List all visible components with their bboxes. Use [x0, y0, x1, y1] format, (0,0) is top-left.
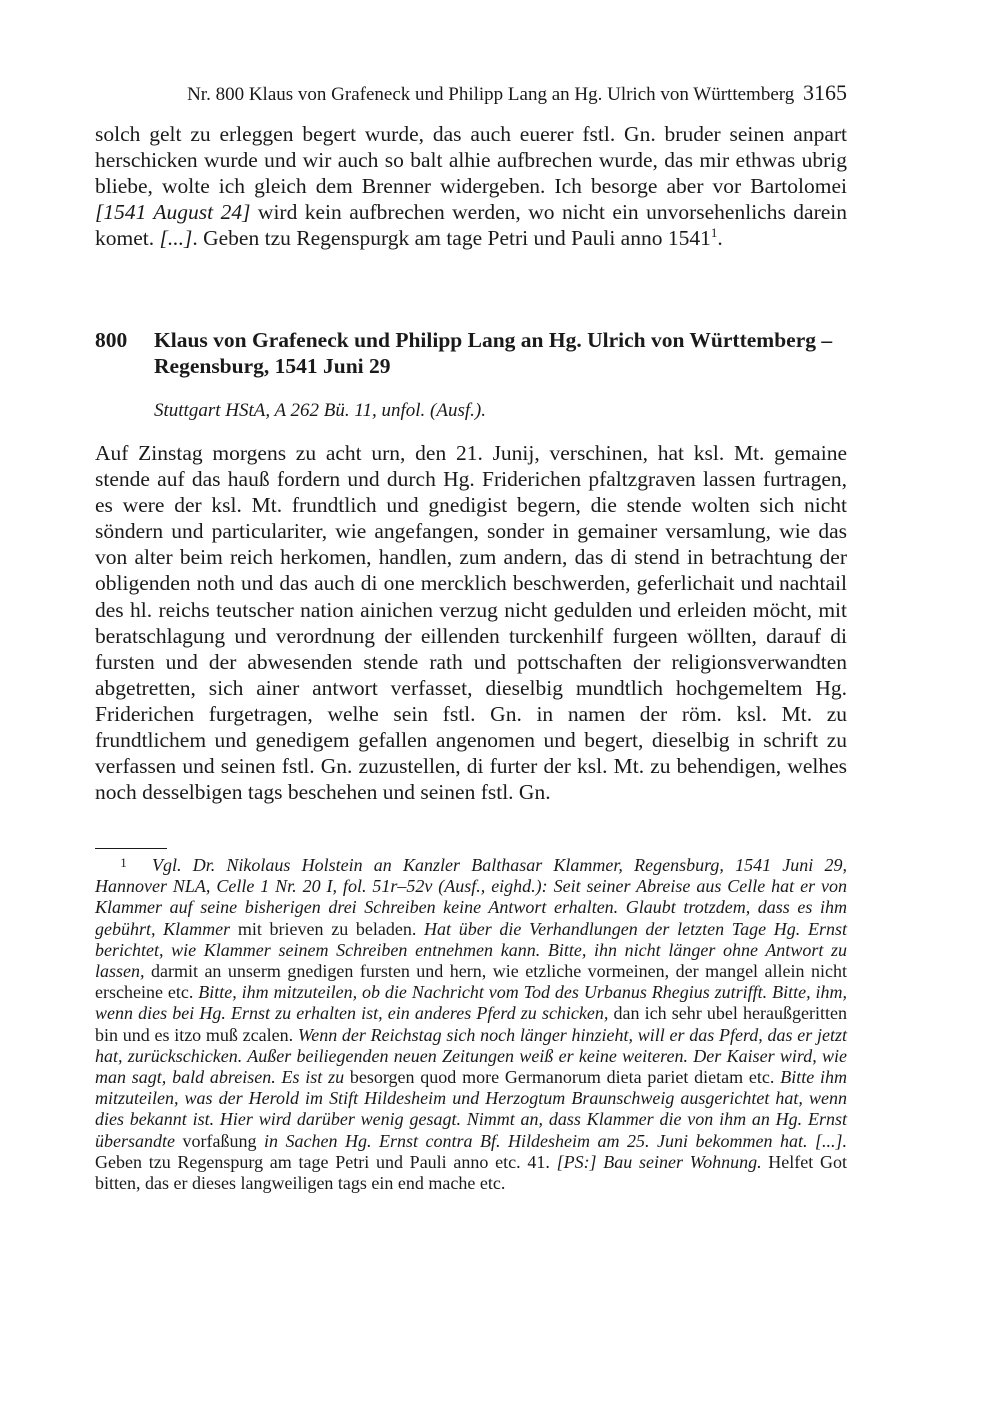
- page-number: 3165: [803, 80, 847, 105]
- footnote-separator: [95, 848, 167, 849]
- running-head: [95, 80, 847, 108]
- footnote-number: 1: [120, 855, 127, 870]
- document-title: Klaus von Grafeneck und Philipp Lang an Hg. Ulrich von Württemberg – Regensburg, 1541 Juni 29: [154, 328, 833, 378]
- running-head-title: Nr. 800 Klaus von Grafeneck und Philipp Lang an Hg. Ulrich von Württemberg: [187, 84, 795, 105]
- footnote-reference[interactable]: 1: [710, 225, 718, 241]
- date-annotation: [1541 August 24]: [95, 200, 251, 225]
- document-number: 800: [95, 328, 128, 352]
- document-body: Auf Zinstag morgens zu acht urn, den 21. Junij, verschinen, hat ksl. Mt. gemaine stende auf das hauß fordern und durch Hg. Friderichen pfaltzgraven lassen furtragen, es were der ksl. Mt. frundtlich und gnedigist begern, die stende wolten sich nicht söndern und particulariter, wie angefangen, sonder in gemainer versamlung, wie das von alter beim reich herkomen, handlen, zum andern, das di stend in betrachtung der obligenden noth und das auch di one mercklich beschwerden, geferlichait und nachtail des hl. reichs teutscher nation ainichen verzug nicht gedulden und erleiden möcht, mit beratschlagung und verordnung der eillenden turckenhilf furgeen wöllten, darauf di fursten und der abwesenden stende rath und pottschaften der religionsverwandten abgetretten, sich ainer antwort verfasset, dieselbig mundtlich hochgemeltem Hg. Friderichen furgetragen, welhe sein fstl. Gn. in namen der röm. ksl. Mt. zu frundtlichem und genedigem gefallen angenomen und begert, dieselbig in schrift zu verfassen und seinen fstl. Gn. zuzustellen, di furter der ksl. Mt. zu behendigen, welhes noch desselbigen tags beschehen und seinen fstl. Gn.: [95, 441, 847, 805]
- omission-mark: [...]: [159, 226, 193, 251]
- footnote: 1 Vgl. Dr. Nikolaus Holstein an Kanzler Balthasar Klammer, Regensburg, 1541 Juni 29, Hannover NLA, Celle 1 Nr. 20 I, fol. 51r–52v (Ausf., eighd.): Seit seiner Abreise aus Celle hat er von Klammer auf seine bisherigen drei Schreiben keine Antwort erhalten. Glaubt trotzdem, dass es ihm gebührt, Klammer mit brieven zu beladen. Hat über die Verhandlungen der letzten Tage Hg. Ernst berichtet, wie Klammer seinem Schreiben entnehmen kann. Bitte, ihn nicht länger ohne Antwort zu lassen, darmit an unserm gnedigen fursten und hern, wie etzliche vormeinen, der mangel allein nicht erscheine etc. Bitte, ihm mitzuteilen, ob die Nachricht vom Tod des Urbanus Rhegius zutrifft. Bitte, ihm, wenn dies bei Hg. Ernst zu erhalten ist, ein anderes Pferd zu schicken, dan ich sehr ubel heraußgeritten bin und es itzo muß zcalen. Wenn der Reichstag sich noch länger hinzieht, will er das Pferd, das er jetzt hat, zurückschicken. Außer beiliegenden neuen Zeitungen weiß er keine weiteren. Der Kaiser wird, wie man sagt, bald abreisen. Es ist zu besorgen quod more Germanorum dieta pariet dietam etc. Bitte ihm mitzuteilen, was der Herold im Stift Hildesheim und Herzogtum Braunschweig ausgerichtet hat, wenn dies bekannt ist. Hier wird darüber wenig gesagt. Nimmt an, dass Klammer die von ihm an Hg. Ernst übersandte vorfaßung in Sachen Hg. Ernst contra Bf. Hildesheim am 25. Juni bekommen hat. [...]. Geben tzu Regenspurg am tage Petri und Pauli anno etc. 41. [PS:] Bau seiner Wohnung. Helfet Got bitten, das er dieses langweiligen tags ein end mache etc.: [95, 852, 847, 1194]
- continuation-paragraph: solch gelt zu erleggen begert wurde, das auch euerer fstl. Gn. bruder seinen anpart herschicken wurde und wir auch so balt alhie aufbrechen wurde, das mir ethwas ubrig bliebe, wolte ich gleich dem Brenner widergeben. Ich besorge aber vor Bartolomei [1541 August 24] wird kein aufbrechen werden, wo nicht ein unvorsehenlichs darein komet. [...]. Geben tzu Regenspurgk am tage Petri und Pauli anno 1541$^1$.: [95, 122, 847, 251]
- document-page: [95, 0, 847, 1418]
- archival-source: Stuttgart HStA, A 262 Bü. 11, unfol. (Ausf.).: [154, 400, 486, 421]
